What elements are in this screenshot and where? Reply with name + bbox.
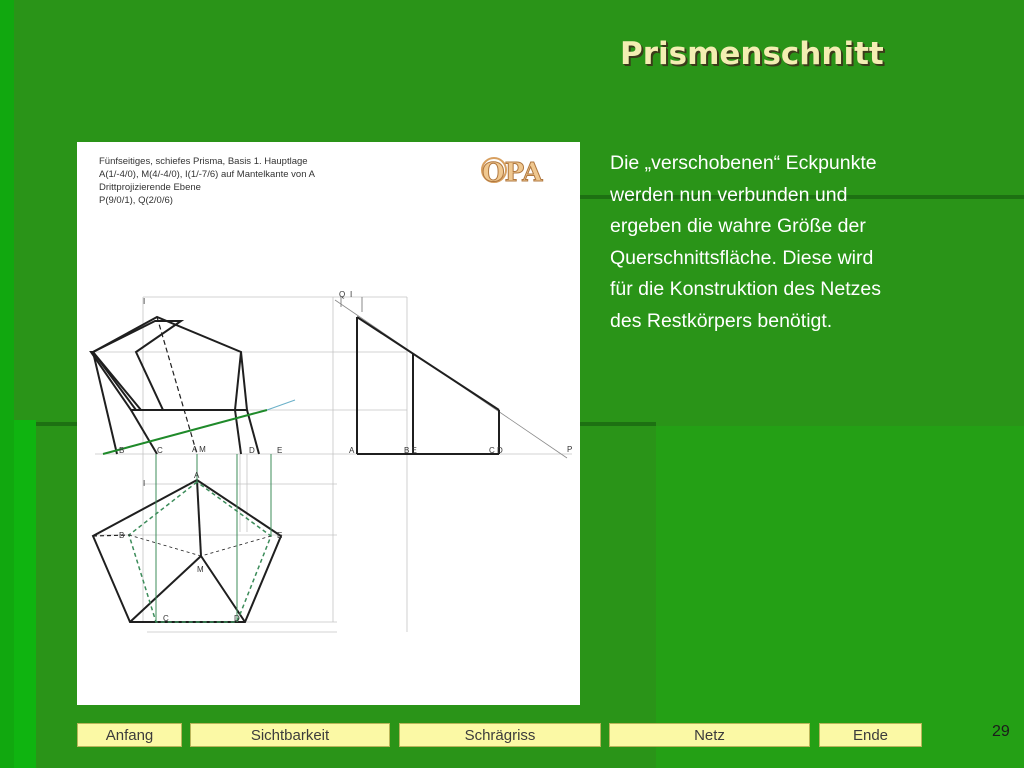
description-line-6: des Restkörpers benötigt. xyxy=(610,309,833,332)
label-d: D xyxy=(249,446,255,455)
label-m-plan: M xyxy=(197,565,204,574)
description-line-5: für die Konstruktion des Netzes xyxy=(610,278,881,300)
label-a-m: A M xyxy=(192,445,206,454)
construction-svg xyxy=(77,142,580,705)
drawing-header-line-3: Drittprojizierende Ebene xyxy=(99,182,201,193)
drawing-header-line-4: P(9/0/1), Q(2/0/6) xyxy=(99,195,173,206)
label-i-top: I xyxy=(143,297,146,306)
description-line-2: werden nun verbunden und xyxy=(610,183,848,206)
section-line-front xyxy=(103,410,267,454)
opa-logo-icon xyxy=(482,158,543,188)
label-d-plan: D xyxy=(234,614,240,623)
label-c: C xyxy=(157,446,163,455)
bg-stripe-left xyxy=(0,0,14,768)
label-q: Q xyxy=(339,290,346,299)
nav-end-button[interactable]: Ende xyxy=(819,723,922,747)
label-cd: C D xyxy=(489,446,503,455)
drawing-header-line-2: A(1/-4/0), M(4/-4/0), I(1/-7/6) auf Mantelkante von A xyxy=(99,169,315,180)
prism-plan-view xyxy=(93,480,281,622)
label-a-side: A xyxy=(349,446,355,455)
label-b: B xyxy=(119,446,125,455)
logo-text: OPA xyxy=(482,158,543,188)
nav-start-button[interactable]: Anfang xyxy=(77,723,182,747)
nav-visibility-button[interactable]: Sichtbarkeit xyxy=(190,723,390,747)
description-line-1: Die „verschobenen“ Eckpunkte xyxy=(610,152,877,174)
bg-panel-right xyxy=(656,426,1024,768)
label-be: B E xyxy=(404,446,417,455)
label-c-plan: C xyxy=(163,614,169,623)
slide-title: Prismenschnitt xyxy=(620,36,884,72)
slide-description xyxy=(610,148,1010,337)
page-number: 29 xyxy=(992,723,1010,740)
construction-drawing xyxy=(77,142,580,705)
label-p: P xyxy=(567,445,573,454)
description-line-4: Querschnittsfläche. Diese wird xyxy=(610,246,874,269)
label-a-plan: A xyxy=(194,471,200,480)
bg-stripe-left-inner xyxy=(14,420,36,768)
label-e: E xyxy=(277,446,283,455)
prism-front-view xyxy=(91,317,259,454)
label-i-plan: I xyxy=(143,479,146,488)
nav-net-button[interactable]: Netz xyxy=(609,723,810,747)
prism-side-view xyxy=(357,317,499,454)
nav-oblique-button[interactable]: Schrägriss xyxy=(399,723,601,747)
label-i-side: I xyxy=(350,290,353,299)
description-line-3: ergeben die wahre Größe der xyxy=(610,215,866,237)
label-e-plan: E xyxy=(277,531,283,540)
drawing-header-line-1: Fünfseitiges, schiefes Prisma, Basis 1. Hauptlage xyxy=(99,156,308,167)
label-b-plan: B xyxy=(119,531,125,540)
